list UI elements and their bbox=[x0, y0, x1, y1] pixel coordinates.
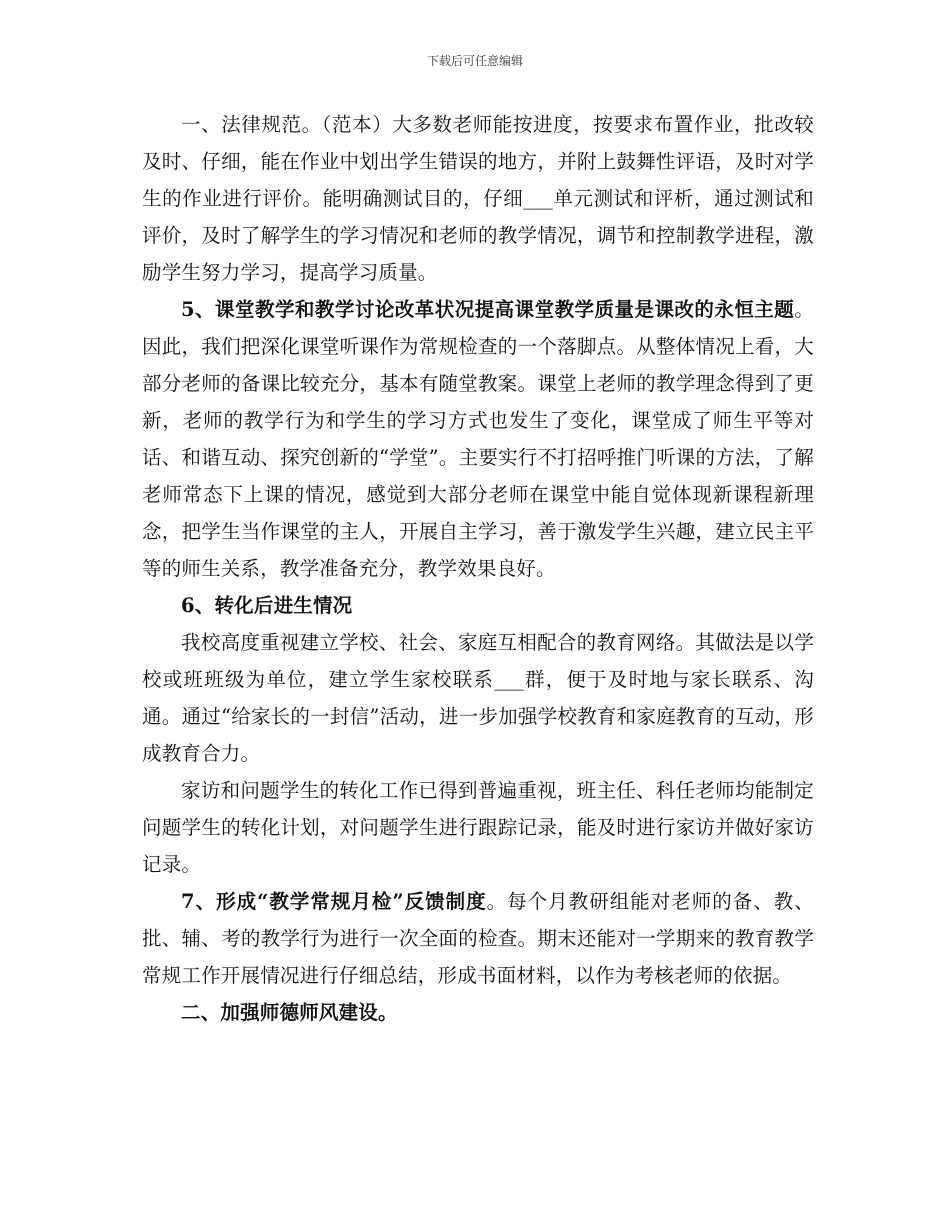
section-heading-6: 6、转化后进生情况 bbox=[181, 594, 353, 617]
document-body bbox=[142, 106, 814, 1031]
paragraph-classroom-teaching bbox=[142, 291, 814, 587]
paragraph-monthly-check-text: 。每个月教研组能对老师的备、教、批、辅、考的教学行为进行一次全面的检查。期末还能对一学期来的教育教学常规工作开展情况进行仔细总结，形成书面材料，以作为考核老师的依据。 bbox=[142, 890, 814, 987]
section-heading-5: 5、课堂教学和教学讨论改革状况提高课堂教学质量是课改的永恒主题 bbox=[181, 298, 795, 321]
paragraph-classroom-teaching-text: 。因此，我们把深化课堂听课作为常规检查的一个落脚点。从整体情况上看，大部分老师的备课比较充分，基本有随堂教案。课堂上老师的教学理念得到了更新，老师的教学行为和学生的学习方式也发生了变化，课堂成了师生平等对话、和谐互动、探究创新的“学堂”。主要实行不打招呼推门听课的方法，了解老师常态下上课的情况，感觉到大部分老师在课堂中能自觉体现新课程新理念，把学生当作课堂的主人，开展自主学习，善于激发学生兴趣，建立民主平等的师生关系，教学准备充分，教学效果良好。 bbox=[142, 298, 814, 580]
paragraph-homework: 一、法律规范。（范本）大多数老师能按进度，按要求布置作业，批改较及时、仔细，能在作业中划出学生错误的地方，并附上鼓舞性评语，及时对学生的作业进行评价。能明确测试目的，仔细___单元测试和评析，通过测试和评价，及时了解学生的学习情况和老师的教学情况，调节和控制教学进程，激励学生努力学习，提高学习质量。 bbox=[142, 113, 814, 284]
paragraph-monthly-check bbox=[142, 883, 814, 994]
section-heading-ethics: 二、加强师德师风建设。 bbox=[181, 1001, 398, 1024]
paragraph-home-visits: 家访和问题学生的转化工作已得到普遍重视，班主任、科任老师均能制定问题学生的转化计划，对问题学生进行跟踪记录，能及时进行家访并做好家访记录。 bbox=[142, 779, 814, 876]
section-heading-7: 7、形成“教学常规月检”反馈制度 bbox=[181, 890, 487, 913]
page-header: 下载后可任意编辑 bbox=[426, 54, 523, 68]
paragraph-education-network: 我校高度重视建立学校、社会、家庭互相配合的教育网络。其做法是以学校或班班级为单位，建立学生家校联系___群，便于及时地与家长联系、沟通。通过“给家长的一封信”活动，进一步加强学校教育和家庭教育的互动，形成教育合力。 bbox=[142, 631, 814, 765]
